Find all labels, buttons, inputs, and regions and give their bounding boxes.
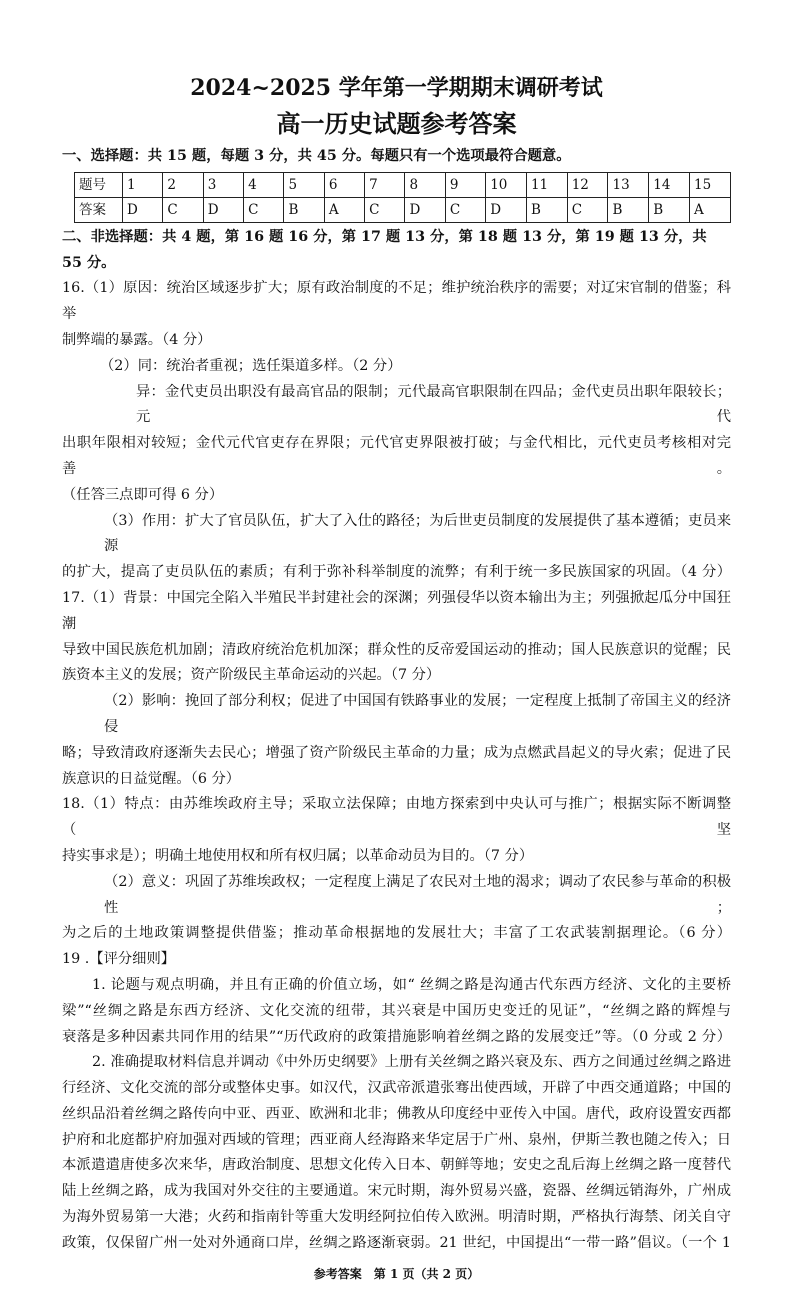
- text-line: （2）意义：巩固了苏维埃政权；一定程度上满足了农民对土地的渴求；调动了农民参与革命的积极性；: [104, 873, 731, 916]
- answer-cell: B: [649, 197, 690, 222]
- question-number-cell: 11: [526, 172, 567, 197]
- question-number-cell: 2: [163, 172, 203, 197]
- text-line: 2. 准确提取材料信息并调动《中外历史纲要》上册有关丝绸之路兴衰及东、西方之间通过丝绸之路进: [92, 1054, 731, 1071]
- answer-table: [74, 172, 731, 223]
- question-number-cell: 4: [244, 172, 284, 197]
- text-line: 出职年限相对较短；金代元代官吏存在界限；元代官吏界限被打破；与金代相比，元代吏员考核相对完善。: [62, 435, 731, 477]
- text-line: 16.（1）原因：统治区域逐步扩大；原有政治制度的不足；维护统治秩序的需要；对辽宋官制的借鉴；科举: [62, 280, 731, 323]
- text-line: 为之后的土地政策调整提供借鉴；推动革命根据地的发展壮大；丰富了工农武装割据理论。（6 分）: [62, 925, 731, 942]
- answer-cell: C: [163, 197, 203, 222]
- answer-cell: D: [486, 197, 527, 222]
- answer-cell: C: [244, 197, 284, 222]
- text-line: （2）影响：挽回了部分利权；促进了中国国有铁路事业的发展；一定程度上抵制了帝国主义的经济侵: [104, 693, 731, 735]
- text-line: 丝织品沿着丝绸之路传向中亚、西亚、欧洲和北非；佛教从印度经中亚传入中国。唐代，政府设置安西都: [62, 1105, 731, 1122]
- text-line: 衰落是多种因素共同作用的结果”“历代政府的政策措施影响着丝绸之路的发展变迁”等。（0 分或 2 分）: [62, 1028, 731, 1045]
- row-header: 题号: [75, 172, 123, 197]
- answer-cell: C: [567, 197, 608, 222]
- table-row-answers: [75, 197, 731, 222]
- text-line: 行经济、文化交流的部分或整体史事。如汉代，汉武帝派遣张骞出使西域，开辟了中西交通道路；中国的: [62, 1080, 731, 1097]
- question-number-cell: 1: [123, 172, 163, 197]
- text-line: 1. 论题与观点明确，并且有正确的价值立场，如“ 丝绸之路是沟通古代东西方经济、文化的主要桥: [92, 976, 731, 993]
- answer-body: [62, 276, 731, 1256]
- text-line: （3）作用：扩大了官员队伍，扩大了入仕的路径；为后世吏员制度的发展提供了基本遵循；吏员来源: [104, 512, 731, 555]
- document-title: 2024~2025 学年第一学期期末调研考试: [190, 75, 603, 101]
- text-line: 17.（1）背景：中国完全陷入半殖民半封建社会的深渊；列强侵华以资本输出为主；列强掀起瓜分中国狂潮: [62, 589, 731, 632]
- question-number-cell: 5: [284, 172, 324, 197]
- text-line: 19 .【评分细则】: [62, 951, 176, 968]
- question-number-cell: 7: [365, 172, 405, 197]
- answer-cell: A: [690, 197, 731, 222]
- question-number-cell: 3: [203, 172, 243, 197]
- table-row-numbers: [75, 172, 731, 197]
- page-footer: 参考答案 第 1 页（共 2 页）: [313, 1266, 480, 1281]
- text-line: 护府和北庭都护府加强对西域的管理；西亚商人经海路来华定居于广州、泉州，伊斯兰教也随之传入；日: [62, 1131, 731, 1148]
- question-number-cell: 13: [608, 172, 649, 197]
- section-2-heading: 二、非选择题：共 4 题，第 16 题 16 分，第 17 题 13 分，第 18 题 13 分，第 19 题 13 分，共 55 分。: [62, 228, 707, 271]
- text-line: 异：金代吏员出职没有最高官品的限制；元代最高官职限制在四品；金代吏员出职年限较长；元代: [136, 383, 731, 426]
- text-line: 陆上丝绸之路，成为我国对外交往的主要通道。宋元时期，海外贸易兴盛，瓷器、丝绸远销海外，广州成: [62, 1183, 731, 1200]
- answer-cell: C: [445, 197, 485, 222]
- answer-cell: C: [365, 197, 405, 222]
- question-number-cell: 15: [690, 172, 731, 197]
- question-number-cell: 9: [445, 172, 485, 197]
- text-line: 族意识的日益觉醒。（6 分）: [62, 770, 241, 787]
- text-line: 为海外贸易第一大港；火药和指南针等重大发明经阿拉伯传入欧洲。明清时期，严格执行海禁、闭关自守: [62, 1209, 731, 1226]
- section-1-heading: 一、选择题：共 15 题，每题 3 分，共 45 分。每题只有一个选项最符合题意。: [62, 148, 571, 164]
- text-line: 梁”“丝绸之路是东西方经济、文化交流的纽带，其兴衰是中国历史变迁的见证”，“丝绸之路的辉煌与: [62, 1002, 731, 1019]
- question-number-cell: 8: [405, 172, 445, 197]
- question-number-cell: 12: [567, 172, 608, 197]
- answer-cell: B: [284, 197, 324, 222]
- answer-cell: D: [203, 197, 243, 222]
- document-subtitle: 高一历史试题参考答案: [276, 109, 517, 138]
- text-line: 制弊端的暴露。（4 分）: [62, 331, 212, 348]
- text-line: 略；导致清政府逐渐失去民心；增强了资产阶级民主革命的力量；成为点燃武昌起义的导火索；促进了民: [62, 744, 731, 761]
- text-line: 本派遣遣唐使多次来华，唐政治制度、思想文化传入日本、朝鲜等地；安史之乱后海上丝绸之路一度替代: [62, 1157, 731, 1174]
- question-number-cell: 10: [486, 172, 527, 197]
- text-line: （任答三点即可得 6 分）: [62, 486, 224, 503]
- text-line: 导致中国民族危机加剧；清政府统治危机加深；群众性的反帝爱国运动的推动；国人民族意识的觉醒；民: [62, 641, 731, 658]
- answer-cell: B: [608, 197, 649, 222]
- answer-cell: A: [324, 197, 364, 222]
- text-line: 政策，仅保留广州一处对外通商口岸，丝绸之路逐渐衰弱。21 世纪，中国提出“一带一路”倡议。（一个 1: [62, 1234, 731, 1251]
- answer-cell: B: [526, 197, 567, 222]
- row-header: 答案: [75, 197, 123, 222]
- text-line: 持实事求是）；明确土地使用权和所有权归属；以革命动员为目的。（7 分）: [62, 847, 534, 864]
- text-line: 族资本主义的发展；资产阶级民主革命运动的兴起。（7 分）: [62, 667, 441, 684]
- question-number-cell: 6: [324, 172, 364, 197]
- text-line: （2）同：统治者重视；选任渠道多样。（2 分）: [100, 357, 402, 374]
- question-number-cell: 14: [649, 172, 690, 197]
- answer-cell: D: [405, 197, 445, 222]
- text-line: 18.（1）特点：由苏维埃政府主导；采取立法保障；由地方探索到中央认可与推广；根据实际不断调整（坚: [62, 796, 731, 839]
- text-line: 的扩大，提高了吏员队伍的素质；有利于弥补科举制度的流弊；有利于统一多民族国家的巩固。（4 分）: [62, 564, 731, 581]
- answer-cell: D: [123, 197, 163, 222]
